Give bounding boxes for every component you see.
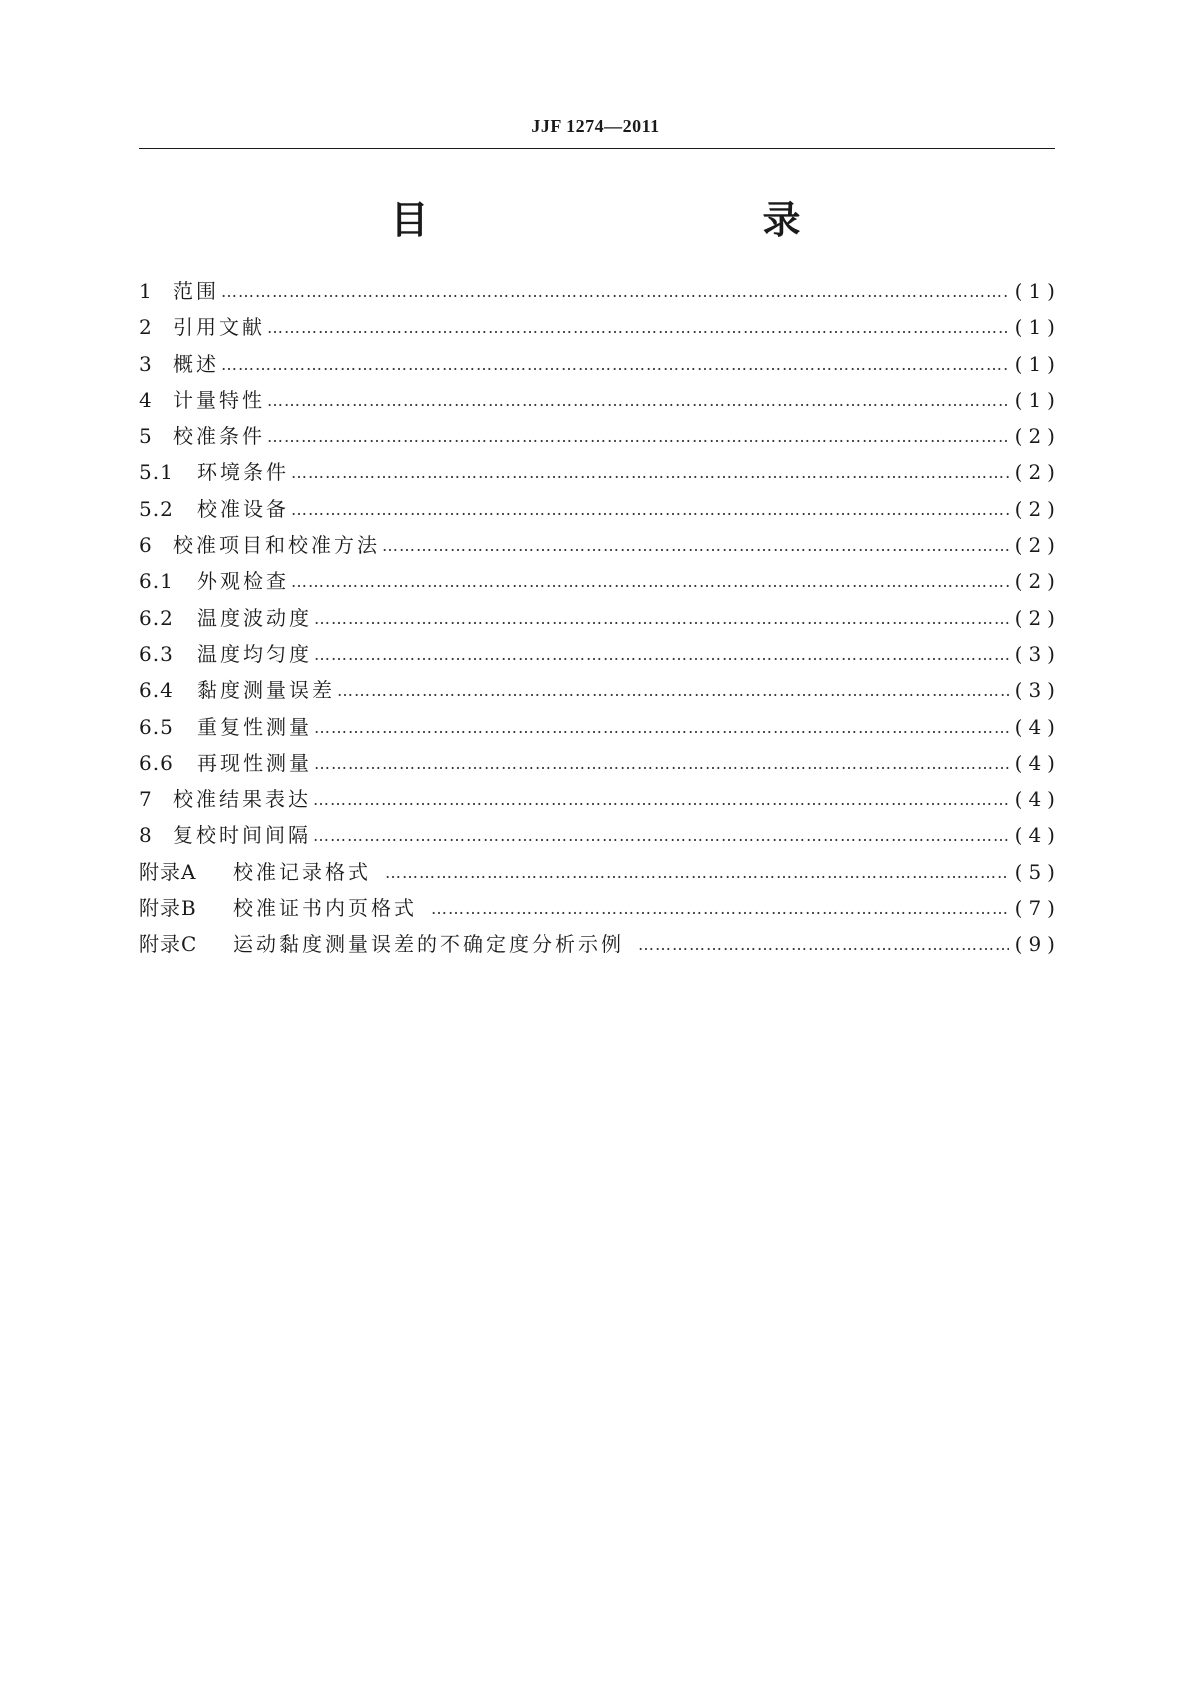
toc-entry-label: 范围 xyxy=(173,279,219,303)
toc-entry-page: (2) xyxy=(1014,496,1061,521)
toc-entry-page: (7) xyxy=(1014,896,1061,921)
toc-entry[interactable] xyxy=(139,676,1061,712)
toc-entry-number: 1 xyxy=(139,279,153,303)
document-code: JJF 1274—2011 xyxy=(531,116,660,136)
toc-entry[interactable] xyxy=(139,930,1061,966)
toc-entry[interactable] xyxy=(139,640,1061,676)
toc-dot-leader xyxy=(291,568,1009,596)
toc-entry-page: (2) xyxy=(1014,460,1061,485)
toc-entry-page: (4) xyxy=(1014,750,1061,775)
toc-dot-leader xyxy=(431,895,1009,923)
toc-entry-label: 温度均匀度 xyxy=(197,641,312,666)
toc-dot-leader xyxy=(314,641,1009,669)
toc-entry-label: 黏度测量误差 xyxy=(197,678,335,703)
toc-entry-page: (4) xyxy=(1014,787,1061,812)
toc-entry-number: 6.2 xyxy=(139,605,174,630)
toc-entry-page: (1) xyxy=(1014,315,1061,340)
toc-entry[interactable] xyxy=(139,495,1061,531)
toc-entry-page: (1) xyxy=(1014,351,1061,376)
toc-entry[interactable] xyxy=(139,749,1061,785)
toc-dot-leader xyxy=(382,532,1009,560)
toc-entry[interactable] xyxy=(139,894,1061,930)
page-title: 目 录 xyxy=(390,198,887,242)
toc-entry-number: 附录C xyxy=(139,932,198,957)
toc-dot-leader xyxy=(313,786,1009,814)
toc-entry[interactable] xyxy=(139,313,1061,349)
toc-entry-number: 8 xyxy=(139,823,153,848)
toc-dot-leader xyxy=(314,605,1009,633)
toc-entry-page: (3) xyxy=(1014,641,1061,666)
table-of-contents xyxy=(139,277,1061,967)
toc-entry-page: (1) xyxy=(1014,279,1061,303)
toc-entry-page: (2) xyxy=(1014,533,1061,558)
toc-dot-leader xyxy=(337,677,1009,705)
toc-entry-page: (9) xyxy=(1014,932,1061,957)
toc-entry[interactable] xyxy=(139,531,1061,567)
toc-dot-leader xyxy=(638,931,1009,959)
toc-entry-label: 校准证书内页格式 xyxy=(233,896,417,921)
toc-dot-leader xyxy=(221,278,1009,306)
toc-entry-label: 校准记录格式 xyxy=(233,859,371,884)
toc-entry[interactable] xyxy=(139,713,1061,749)
toc-entry-label: 重复性测量 xyxy=(197,714,312,739)
toc-entry-page: (2) xyxy=(1014,569,1061,594)
toc-dot-leader xyxy=(291,459,1009,487)
toc-entry-label: 概述 xyxy=(173,351,219,376)
toc-entry[interactable] xyxy=(139,277,1061,313)
toc-dot-leader xyxy=(385,859,1009,887)
header-divider xyxy=(139,148,1055,149)
toc-entry-label: 环境条件 xyxy=(197,460,289,485)
toc-entry-number: 3 xyxy=(139,351,153,376)
toc-entry-page: (2) xyxy=(1014,424,1061,449)
toc-entry-label: 引用文献 xyxy=(173,315,265,340)
toc-entry[interactable] xyxy=(139,350,1061,386)
toc-entry[interactable] xyxy=(139,858,1061,894)
toc-dot-leader xyxy=(313,822,1009,850)
toc-dot-leader xyxy=(267,314,1009,342)
toc-entry-number: 6.4 xyxy=(139,678,174,703)
toc-entry-number: 附录A xyxy=(139,859,197,884)
toc-entry[interactable] xyxy=(139,821,1061,857)
toc-dot-leader xyxy=(291,496,1009,524)
toc-entry-label: 计量特性 xyxy=(173,387,265,412)
toc-dot-leader xyxy=(221,351,1009,379)
toc-entry-number: 6.1 xyxy=(139,569,174,594)
toc-entry-number: 5.1 xyxy=(139,460,174,485)
toc-entry-number: 7 xyxy=(139,787,153,812)
toc-entry-label: 外观检查 xyxy=(197,569,289,594)
toc-entry-label: 校准条件 xyxy=(173,424,265,449)
toc-entry-label: 校准设备 xyxy=(197,496,289,521)
toc-entry-number: 6.6 xyxy=(139,750,174,775)
toc-entry-label: 温度波动度 xyxy=(197,605,312,630)
toc-entry-label: 复校时间间隔 xyxy=(173,823,311,848)
toc-entry-label: 再现性测量 xyxy=(197,750,312,775)
toc-entry-page: (1) xyxy=(1014,387,1061,412)
toc-dot-leader xyxy=(314,750,1009,778)
toc-dot-leader xyxy=(267,423,1009,451)
toc-entry-page: (4) xyxy=(1014,714,1061,739)
toc-entry-number: 2 xyxy=(139,315,153,340)
toc-entry-number: 6 xyxy=(139,533,153,558)
toc-entry-number: 附录B xyxy=(139,896,197,921)
toc-dot-leader xyxy=(267,387,1009,415)
toc-entry[interactable] xyxy=(139,785,1061,821)
toc-entry-label: 校准项目和校准方法 xyxy=(173,533,380,558)
toc-entry[interactable] xyxy=(139,386,1061,422)
toc-entry-page: (4) xyxy=(1014,823,1061,848)
toc-dot-leader xyxy=(314,714,1009,742)
toc-entry[interactable] xyxy=(139,567,1061,603)
toc-entry-label: 校准结果表达 xyxy=(173,787,311,812)
toc-entry-page: (3) xyxy=(1014,678,1061,703)
toc-entry-number: 5 xyxy=(139,424,153,449)
toc-entry[interactable] xyxy=(139,604,1061,640)
toc-entry-page: (5) xyxy=(1014,859,1061,884)
toc-entry-number: 6.3 xyxy=(139,641,174,666)
toc-entry-page: (2) xyxy=(1014,605,1061,630)
toc-entry-number: 5.2 xyxy=(139,496,174,521)
toc-entry-number: 6.5 xyxy=(139,714,174,739)
toc-entry-number: 4 xyxy=(139,387,153,412)
toc-entry[interactable] xyxy=(139,458,1061,494)
toc-entry-label: 运动黏度测量误差的不确定度分析示例 xyxy=(233,932,624,957)
toc-entry[interactable] xyxy=(139,422,1061,458)
